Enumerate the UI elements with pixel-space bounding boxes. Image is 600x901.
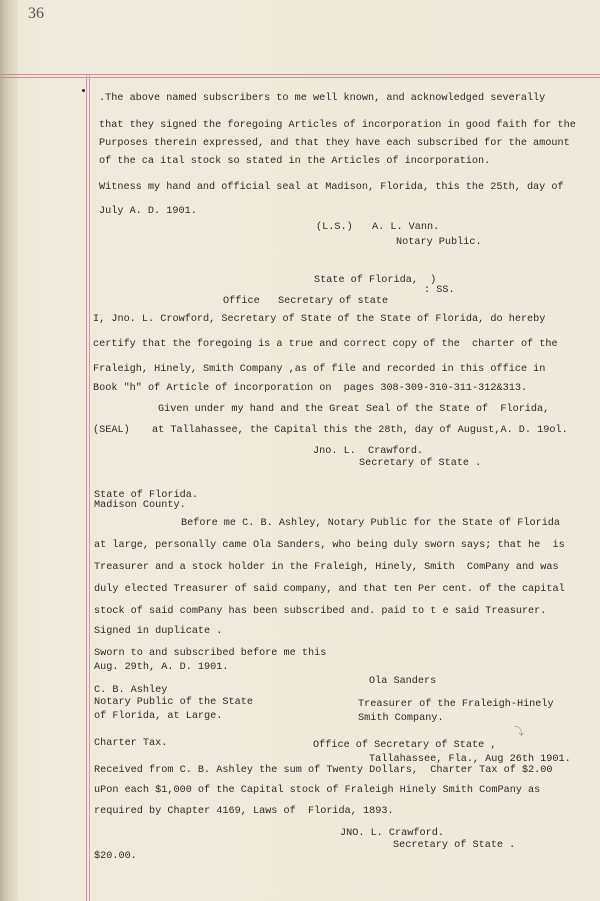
- signature-name: Ola Sanders: [369, 676, 437, 687]
- amount-total: $20.00.: [94, 851, 137, 862]
- text-line: Tallahassee, Fla., Aug 26th 1901.: [369, 754, 571, 765]
- text-line: at Tallahassee, the Capital this the 28th, day of August,A. D. 19ol.: [152, 425, 568, 436]
- page-number: 36: [28, 5, 44, 22]
- text-line: Purposes therein expressed, and that they have each subscribed for the amount: [99, 138, 570, 149]
- text-line: Given under my hand and the Great Seal of the State of Florida,: [158, 404, 550, 415]
- text-line: of the ca ital stock so stated in the Articles of incorporation.: [99, 156, 491, 167]
- text-line: Sworn to and subscribed before me this: [94, 648, 327, 659]
- text-line: at large, personally came Ola Sanders, who being duly sworn says; that he is: [94, 540, 565, 551]
- header-rule-bottom: [0, 77, 600, 78]
- text-line: Smith Company.: [358, 713, 444, 724]
- pen-mark-icon: ⤵: [514, 728, 524, 739]
- margin-dot: [82, 89, 85, 92]
- text-line: that they signed the foregoing Articles of incorporation in good faith for the: [99, 120, 576, 131]
- text-line: Treasurer and a stock holder in the Fraleigh, Hinely, Smith ComPany and was: [94, 562, 559, 573]
- text-line: July A. D. 1901.: [99, 206, 197, 217]
- text-line: Fraleigh, Hinely, Smith Company ,as of file and recorded in this office in: [93, 364, 546, 375]
- text-line: Charter Tax.: [94, 738, 168, 749]
- text-line: Office of Secretary of State ,: [313, 740, 497, 751]
- signature-title: Secretary of State .: [393, 840, 516, 851]
- text-line: .The above named subscribers to me well known, and acknowledged severally: [99, 93, 546, 104]
- notary-name: A. L. Vann.: [372, 222, 440, 233]
- margin-rule-right: [89, 74, 90, 901]
- text-line: of Florida, at Large.: [94, 711, 223, 722]
- text-line: State of Florida.: [94, 490, 198, 501]
- text-line: Signed in duplicate .: [94, 626, 223, 637]
- seal-label: (SEAL): [93, 425, 130, 436]
- seal-label: (L.S.): [316, 222, 353, 233]
- book-binding: [0, 0, 18, 901]
- text-line: required by Chapter 4169, Laws of Florida, 1893.: [94, 806, 394, 817]
- text-line: certify that the foregoing is a true and correct copy of the charter of the: [93, 339, 558, 350]
- text-line: Witness my hand and official seal at Madison, Florida, this the 25th, day of: [99, 182, 564, 193]
- text-line: Notary Public of the State: [94, 697, 253, 708]
- text-line: stock of said comPany has been subscribed and. paid to t e said Treasurer.: [94, 606, 547, 617]
- text-line: Before me C. B. Ashley, Notary Public for the State of Florida: [181, 518, 561, 529]
- text-line: : SS.: [424, 285, 455, 296]
- text-line: Treasurer of the Fraleigh-Hinely: [358, 699, 554, 710]
- signature-name: JNO. L. Crawford.: [340, 828, 444, 839]
- text-line: Madison County.: [94, 500, 186, 511]
- notary-title: Notary Public.: [396, 237, 482, 248]
- text-line: State of Florida, ): [314, 275, 437, 286]
- signature-name: Jno. L. Crawford.: [313, 446, 424, 457]
- text-line: Aug. 29th, A. D. 1901.: [94, 662, 229, 673]
- text-line: Office Secretary of state: [223, 296, 389, 307]
- text-line: uPon each $1,000 of the Capital stock of Fraleigh Hinely Smith ComPany as: [94, 785, 541, 796]
- text-line: Received from C. B. Ashley the sum of Twenty Dollars, Charter Tax of $2.00: [94, 765, 553, 776]
- notary-name: C. B. Ashley: [94, 685, 168, 696]
- margin-rule-left: [86, 74, 87, 901]
- text-line: Book "h" of Article of incorporation on pages 308-309-310-311-312&313.: [93, 383, 528, 394]
- text-line: duly elected Treasurer of said company, and that ten Per cent. of the capital: [94, 584, 565, 595]
- text-line: I, Jno. L. Crowford, Secretary of State of the State of Florida, do hereby: [93, 314, 546, 325]
- signature-title: Secretary of State .: [359, 458, 482, 469]
- header-rule-top: [0, 74, 600, 75]
